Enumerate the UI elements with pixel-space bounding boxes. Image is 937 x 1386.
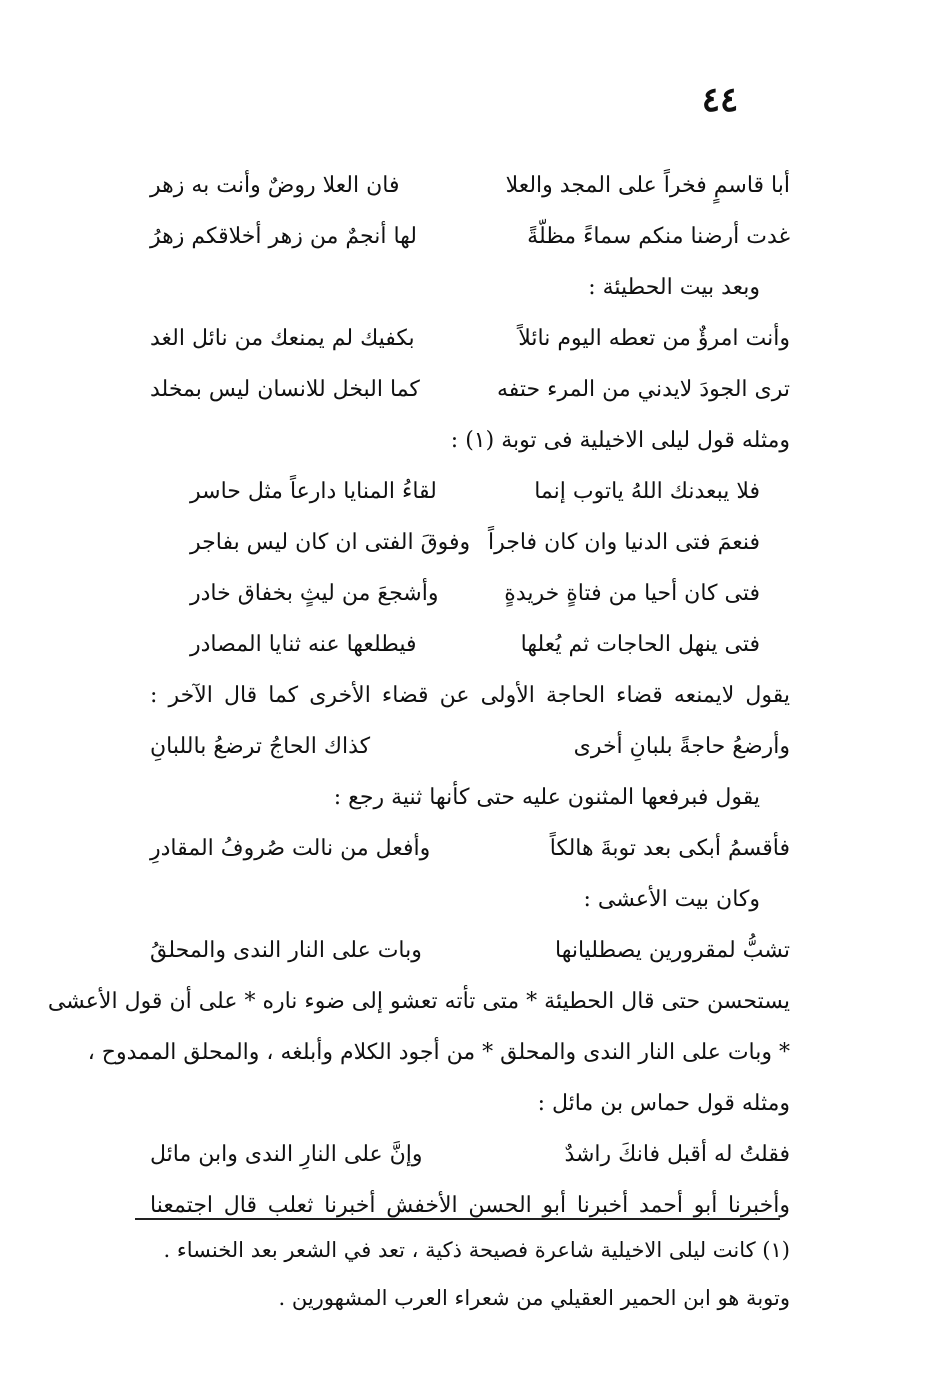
footnotes <box>150 1226 790 1322</box>
footnote-separator <box>135 1218 780 1220</box>
verse-second-hemistich: وبات على النار الندى والمحلقُ <box>150 938 422 963</box>
verse-first-hemistich: فتى ينهل الحاجات ثم يُعلها <box>520 632 760 657</box>
verse-first-hemistich: غدت أرضنا منكم سماءً مظلّةً <box>527 224 790 249</box>
prose-line: وكان بيت الأعشى : <box>583 887 760 912</box>
verse-line <box>150 160 790 211</box>
verse-line <box>150 364 790 415</box>
verse-first-hemistich: ترى الجودَ لايدني من المرء حتفه <box>496 377 790 402</box>
page-number: ٤٤ <box>701 80 739 120</box>
verse-line <box>150 568 790 619</box>
verse-first-hemistich: فتى كان أحيا من فتاةٍ خريدةٍ <box>504 581 760 606</box>
verse-line <box>150 517 790 568</box>
prose-line: وأخبرنا أبو أحمد أخبرنا أبو الحسن الأخفش أخبرنا ثعلب قال اجتمعنا <box>150 1193 790 1218</box>
verse-second-hemistich: فيطلعها عنه ثنايا المصادر <box>190 632 417 657</box>
verse-line <box>150 925 790 976</box>
verse-line <box>150 1129 790 1180</box>
prose-line: يقول لايمنعه قضاء الحاجة الأولى عن قضاء الأخرى كما قال الآخر : <box>150 683 790 708</box>
main-text <box>47 160 790 1231</box>
verse-first-hemistich: فنعمَ فتى الدنيا وان كان فاجراً <box>488 530 760 555</box>
verse-second-hemistich: كذاك الحاجُ ترضعُ باللبانِ <box>150 734 371 759</box>
verse-second-hemistich: بكفيك لم يمنعك من نائل الغد <box>150 326 415 351</box>
verse-first-hemistich: فلا يبعدنك اللهُ ياتوب إنما <box>534 479 760 504</box>
verse-first-hemistich: تشبُّ لمقرورين يصطليانها <box>555 938 790 963</box>
verse-second-hemistich: فان العلا روضٌ وأنت به زهر <box>150 173 400 198</box>
verse-second-hemistich: وأفعل من نالت صُروفُ المقادرِ <box>150 836 431 861</box>
prose-line: يستحسن حتى قال الحطيئة * متى تأته تعشو إلى ضوء ناره * على أن قول الأعشى <box>47 989 790 1014</box>
verse-line <box>150 211 790 262</box>
verse-line <box>150 721 790 772</box>
verse-second-hemistich: وفوقَ الفتى ان كان ليس بفاجر <box>190 530 471 555</box>
verse-line <box>150 313 790 364</box>
verse-second-hemistich: كما البخل للانسان ليس بمخلد <box>150 377 420 402</box>
verse-first-hemistich: فأقسمُ أبكى بعد توبةَ هالكاً <box>549 836 790 861</box>
prose-line: * وبات على النار الندى والمحلق * من أجود الكلام وأبلغه ، والمحلق الممدوح ، <box>87 1040 790 1065</box>
prose-line: ومثله قول حماس بن مائل : <box>537 1091 790 1116</box>
verse-second-hemistich: وإنَّ على النارِ الندى وابن مائل <box>150 1142 423 1167</box>
prose-line: ومثله قول ليلى الاخيلية فى توبة (١) : <box>450 428 790 453</box>
verse-first-hemistich: فقلتُ له أقبل فانكَ راشدٌ <box>564 1142 790 1167</box>
prose-line: وبعد بيت الحطيئة : <box>588 275 760 300</box>
footnote-line: (١) كانت ليلى الاخيلية شاعرة فصيحة ذكية ، تعد في الشعر بعد الخنساء . <box>163 1238 790 1262</box>
verse-line <box>150 823 790 874</box>
verse-first-hemistich: وأرضعُ حاجةً بلبانِ أخرى <box>573 734 790 759</box>
verse-second-hemistich: وأشجعَ من ليثٍ بخفاق خادر <box>190 581 439 606</box>
verse-first-hemistich: أبا قاسمٍ فخراً على المجد والعلا <box>505 173 790 198</box>
verse-line <box>150 619 790 670</box>
prose-line: يقول فبرفعها المثنون عليه حتى كأنها ثنية رجع : <box>333 785 760 810</box>
verse-first-hemistich: وأنت امرؤٌ من تعطه اليوم نائلاً <box>518 326 790 351</box>
verse-second-hemistich: لقاءُ المنايا دارعاً مثل حاسر <box>190 479 437 504</box>
verse-second-hemistich: لها أنجمٌ من زهر أخلاقكم زهرُ <box>150 224 417 249</box>
footnote-line: وتوبة هو ابن الحمير العقيلي من شعراء العرب المشهورين . <box>278 1286 790 1310</box>
verse-line <box>150 466 790 517</box>
